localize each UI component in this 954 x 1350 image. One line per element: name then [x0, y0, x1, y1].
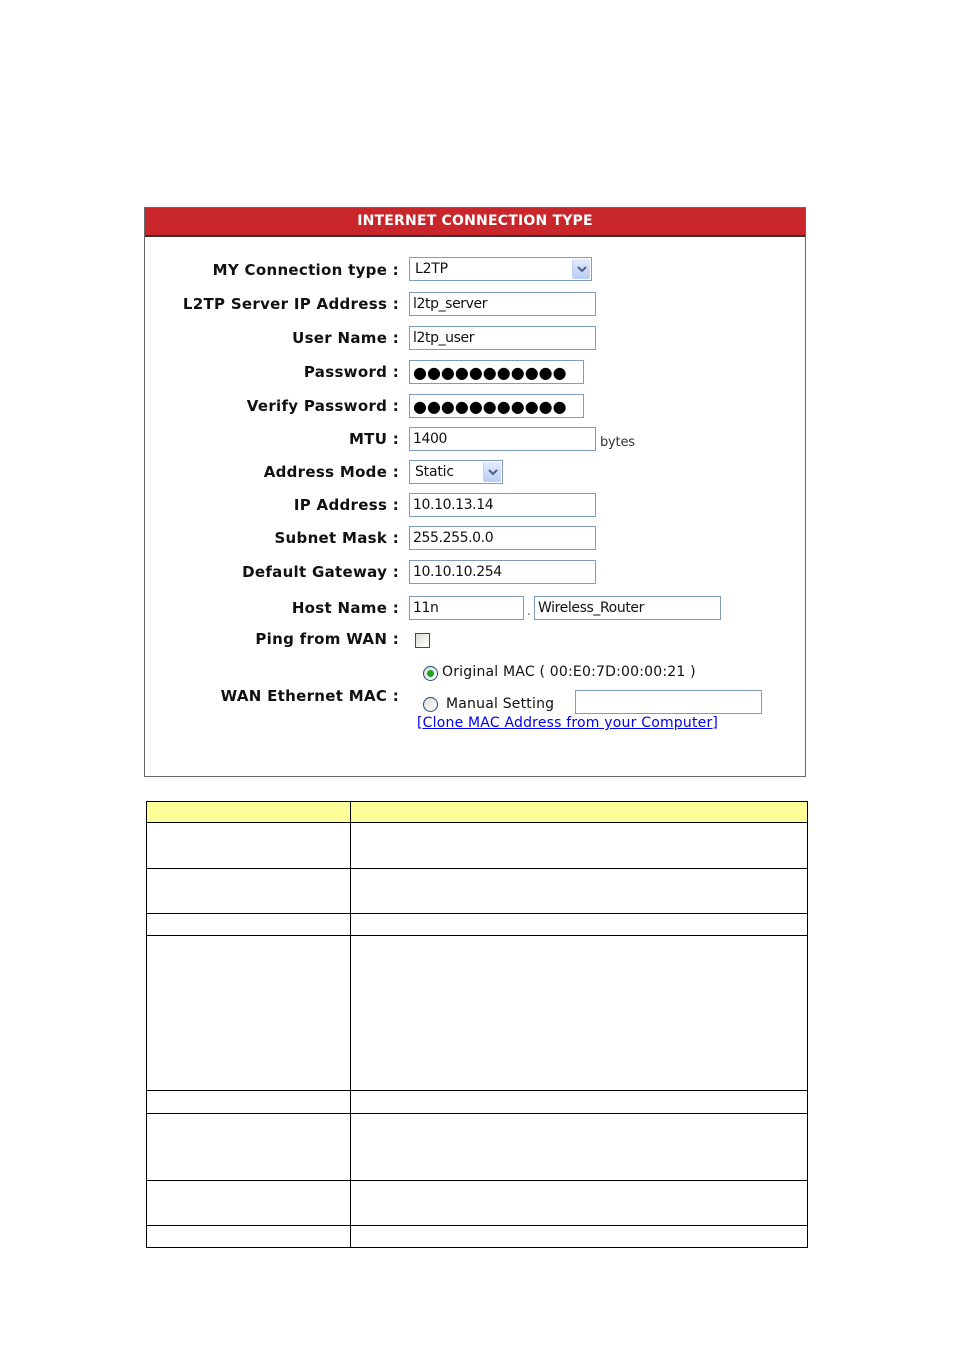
table-cell [351, 914, 808, 936]
table-cell [147, 1091, 351, 1114]
default-gateway-input[interactable] [409, 560, 596, 584]
manual-mac-radio[interactable] [423, 697, 438, 712]
user-name-input[interactable] [409, 326, 596, 350]
server-ip-input[interactable] [409, 292, 596, 316]
manual-mac-label: Manual Setting [446, 696, 555, 712]
ip-address-label: IP Address : [293, 496, 399, 514]
description-table [146, 801, 808, 1248]
table-row [147, 1226, 808, 1248]
table-row [147, 936, 808, 1091]
table-cell [147, 1114, 351, 1181]
connection-type-value: L2TP [415, 261, 448, 277]
chevron-down-icon[interactable] [483, 462, 501, 482]
table-row [147, 1091, 808, 1114]
internet-connection-panel [144, 207, 806, 777]
table-row [147, 914, 808, 936]
subnet-mask-label: Subnet Mask : [274, 529, 399, 547]
original-mac-radio[interactable] [423, 666, 438, 681]
user-name-label: User Name : [292, 329, 399, 347]
mtu-unit: bytes [600, 435, 635, 450]
table-cell [147, 1226, 351, 1248]
table-header-row [147, 802, 808, 823]
table-row [147, 1181, 808, 1226]
default-gateway-label: Default Gateway : [242, 563, 399, 581]
host-domain-input[interactable] [534, 596, 721, 620]
connection-type-label: MY Connection type : [212, 261, 399, 279]
mtu-label: MTU : [348, 430, 399, 448]
table-cell [351, 1114, 808, 1181]
table-cell [351, 869, 808, 914]
original-mac-label: Original MAC ( 00:E0:7D:00:00:21 ) [442, 664, 696, 680]
table-cell [351, 1091, 808, 1114]
clone-mac-link[interactable]: [Clone MAC Address from your Computer] [417, 715, 719, 731]
ping-from-wan-label: Ping from WAN : [255, 630, 399, 648]
server-ip-label: L2TP Server IP Address : [182, 295, 399, 313]
table-cell [351, 1181, 808, 1226]
connection-type-select[interactable] [409, 257, 592, 281]
ping-from-wan-checkbox[interactable] [415, 633, 430, 648]
host-name-label: Host Name : [291, 599, 399, 617]
verify-password-input[interactable] [409, 394, 584, 418]
table-cell [147, 914, 351, 936]
table-cell [147, 869, 351, 914]
verify-password-label: Verify Password : [246, 397, 399, 415]
manual-mac-input[interactable] [575, 690, 762, 714]
ip-address-input[interactable] [409, 493, 596, 517]
address-mode-value: Static [415, 464, 454, 480]
table-cell [351, 823, 808, 869]
address-mode-select[interactable] [409, 460, 503, 484]
host-name-input[interactable] [409, 596, 524, 620]
mtu-input[interactable] [409, 427, 596, 451]
password-input[interactable] [409, 360, 584, 384]
table-cell [351, 936, 808, 1091]
address-mode-label: Address Mode : [263, 463, 399, 481]
table-cell [147, 936, 351, 1091]
table-cell [147, 1181, 351, 1226]
table-row [147, 823, 808, 869]
chevron-down-icon[interactable] [572, 259, 590, 279]
table-header-cell [351, 802, 808, 823]
panel-title: INTERNET CONNECTION TYPE [145, 208, 805, 237]
host-name-separator: . [527, 604, 531, 618]
table-header-cell [147, 802, 351, 823]
subnet-mask-input[interactable] [409, 526, 596, 550]
table-row [147, 869, 808, 914]
wan-mac-label: WAN Ethernet MAC : [220, 687, 399, 705]
table-cell [147, 823, 351, 869]
table-cell [351, 1226, 808, 1248]
password-label: Password : [303, 363, 399, 381]
table-row [147, 1114, 808, 1181]
